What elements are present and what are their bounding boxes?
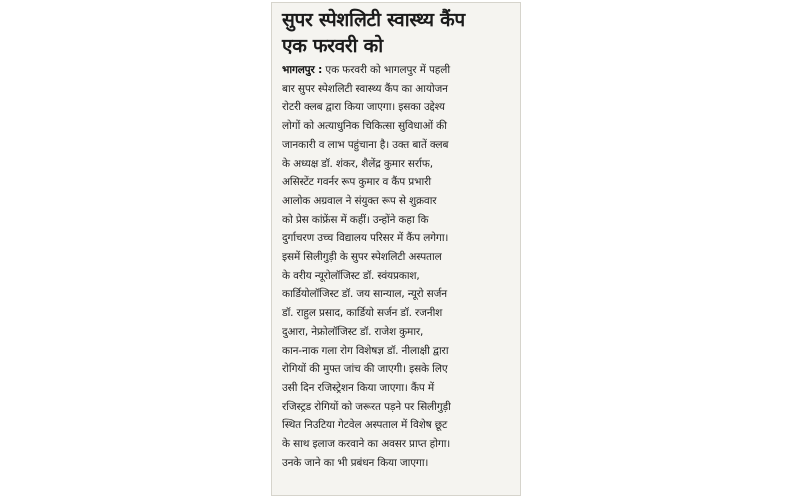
body-line: के अध्यक्ष डॉ. शंकर, शैलेंद्र कुमार सर्राफ,: [282, 157, 433, 170]
body-line: डॉ. राहुल प्रसाद, कार्डियो सर्जन डॉ. रजनीश: [282, 307, 443, 320]
body-line: जानकारी व लाभ पहुंचाना है। उक्त बातें क्लब: [282, 138, 449, 151]
body-line: रोगियों की मुफ्त जांच की जाएगी। इसके लिए: [282, 363, 448, 376]
body-line: दुर्गाचरण उच्च विद्यालय परिसर में कैंप लगेगा।: [282, 232, 449, 245]
article-headline: [282, 7, 514, 59]
headline-line-1: सुपर स्पेशलिटी स्वास्थ्य कैंप: [282, 9, 465, 31]
article-dateline: भागलपुर :: [282, 64, 323, 76]
body-line: उनके जाने का भी प्रबंधन किया जाएगा।: [282, 456, 429, 469]
newspaper-clipping: [271, 2, 521, 496]
body-line: लोगों को अत्याधुनिक चिकित्सा सुविधाओं की: [282, 120, 447, 133]
body-line: रजिस्ट्रड रोगियों को जरूरत पड़ने पर सिलीगुड़ी: [282, 400, 451, 413]
headline-line-2: एक फरवरी को: [282, 35, 383, 57]
body-line: कार्डियोलॉजिस्ट डॉ. जय सान्याल, न्यूरो सर्जन: [282, 288, 447, 301]
body-line: स्थित निउटिया गेटवेल अस्पताल में विशेष छूट: [282, 419, 448, 432]
body-line: उसी दिन रजिस्ट्रेशन किया जाएगा। कैंप में: [282, 381, 434, 394]
body-line: दुआरा, नेफ्रोलॉजिस्ट डॉ. राजेश कुमार,: [282, 325, 424, 338]
body-line: कान-नाक गला रोग विशेषज्ञ डॉ. नीलाक्षी द्वारा: [282, 344, 449, 357]
body-line: आलोक अग्रवाल ने संयुक्त रूप से शुक्रवार: [282, 194, 437, 207]
body-line-1-text: एक फरवरी को भागलपुर में पहली: [325, 64, 450, 76]
body-line: के वरीय न्यूरोलॉजिस्ट डॉ. स्वंयप्रकाश,: [282, 269, 420, 282]
article-body: [282, 61, 514, 472]
body-line: इसमें सिलीगुड़ी के सुपर स्पेशलिटी अस्पताल: [282, 251, 442, 264]
body-line: के साथ इलाज करवाने का अवसर प्राप्त होगा।: [282, 438, 451, 451]
body-line: को प्रेस कांफ्रेंस में कहीं। उन्होंने कहा कि: [282, 213, 429, 226]
body-line: असिस्टेंट गवर्नर रूप कुमार व कैंप प्रभारी: [282, 176, 431, 189]
body-line-1: [282, 61, 514, 80]
body-line: रोटरी क्लब द्वारा किया जाएगा। इसका उद्देश्य: [282, 101, 445, 114]
body-line: बार सुपर स्पेशलिटी स्वास्थ्य कैंप का आयोजन: [282, 82, 448, 95]
